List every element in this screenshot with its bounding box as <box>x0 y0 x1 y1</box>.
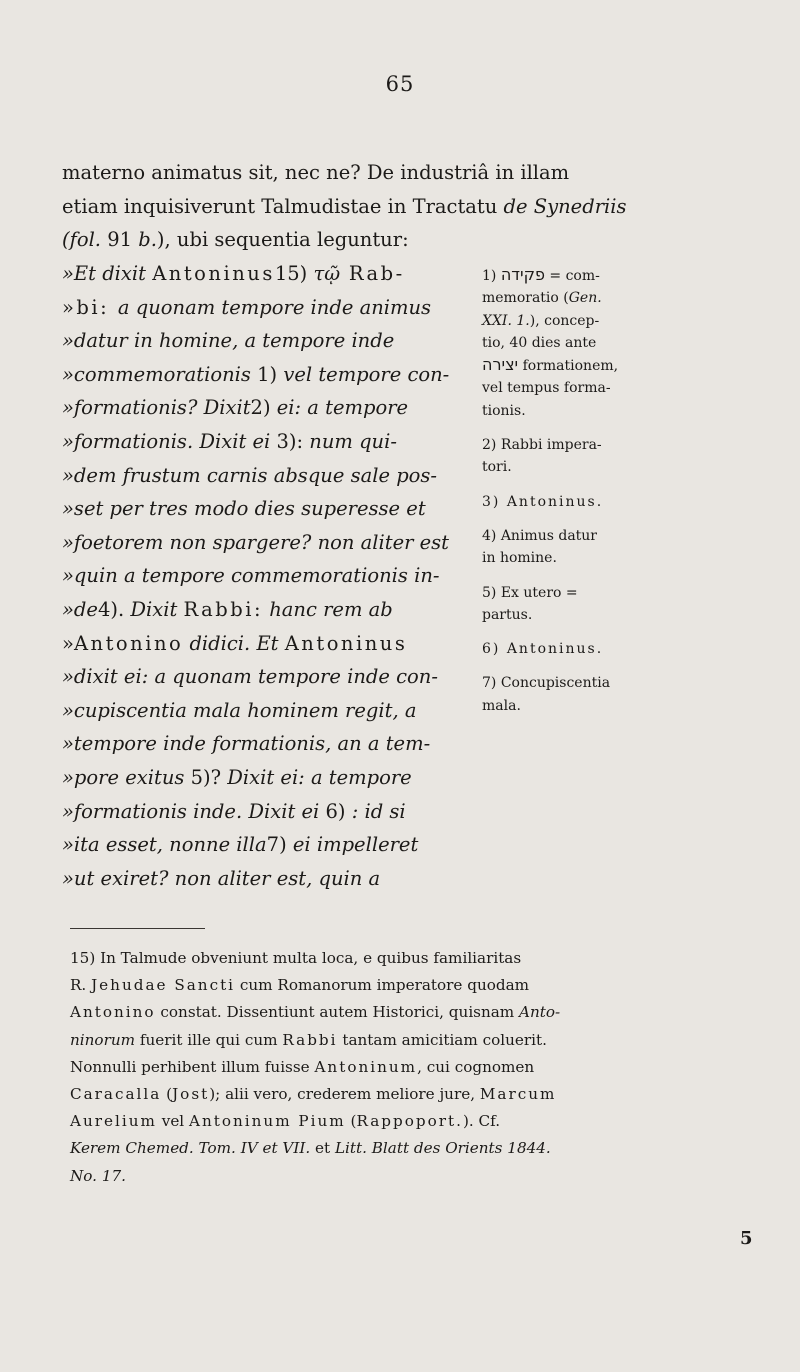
quote-line <box>62 358 472 392</box>
note-line: 7) Concupiscentia <box>482 675 611 692</box>
note-line <box>482 264 757 287</box>
note-line: mala. <box>482 697 521 714</box>
quote-line <box>62 257 472 291</box>
quote-text: »Et dixit <box>62 262 153 285</box>
intro-line <box>62 190 752 224</box>
intro-line: materno animatus sit, nec ne? De industriâ in illam <box>62 161 570 184</box>
note-line: vel tempus forma- <box>482 380 611 397</box>
note-ref: 4). <box>97 597 125 621</box>
footnote-text: fuerit ille qui cum <box>135 1030 283 1049</box>
quote-line: »ut exiret? non aliter est, quin a <box>62 866 381 890</box>
note-number: 1) <box>482 268 501 284</box>
note-ref: 6) <box>325 799 346 823</box>
name-rabbi: Rabbi <box>282 1030 338 1049</box>
quote-text: ei impelleret <box>286 833 419 857</box>
quote-line <box>62 291 472 325</box>
name-jost: Jost <box>172 1085 210 1104</box>
quote-line: »quin a tempore commemorationis in- <box>62 564 440 588</box>
note-text: memoratio ( <box>482 290 569 307</box>
quote-line <box>62 391 472 425</box>
note-line: partus. <box>482 606 533 623</box>
footnote-line <box>70 1054 760 1081</box>
footnote-text: ). Cf. <box>462 1112 501 1131</box>
name-antoninus: Antoninus <box>284 631 408 655</box>
name-antoninus: Antonino <box>73 631 184 655</box>
note-text: formationem, <box>518 358 619 375</box>
footnote-text: ( <box>161 1085 173 1104</box>
intro-line <box>62 223 752 257</box>
quote-line: »tempore inde formationis, an a tem- <box>62 732 431 756</box>
note-line <box>482 354 757 377</box>
margin-notes <box>482 264 757 717</box>
quote-line: »dem frustum carnis absque sale pos- <box>62 463 438 487</box>
name-marcum: Marcum <box>479 1085 557 1104</box>
note-ref: 1) <box>257 362 278 386</box>
name-rabbi: Rabbi: <box>183 597 264 621</box>
quote-text: Dixit ei: a tempore <box>221 765 412 789</box>
name-antoninum: Antoninum <box>314 1057 418 1076</box>
note-line: tionis. <box>482 402 526 419</box>
verse-ref: XXI. 1. <box>482 312 530 329</box>
footnote-divider <box>70 928 205 929</box>
note-line: tori. <box>482 459 512 476</box>
quote-text: didici. Et <box>183 631 285 655</box>
name-antoninus: Antoninus <box>152 262 275 285</box>
footnote-italic: Litt. Blatt <box>334 1139 410 1158</box>
note-line: 2) Rabbi impera- <box>482 437 602 454</box>
name-rappoport: Rappoport. <box>356 1112 463 1131</box>
note-line: 5) Ex utero = <box>482 584 578 601</box>
quote-text: »formationis. Dixit ei <box>62 429 271 453</box>
footnote-text: vel <box>156 1112 189 1131</box>
footnote-15 <box>70 945 760 1190</box>
quote-line <box>62 425 472 459</box>
footnote-text: Nonnulli perhibent illum fuisse <box>70 1057 315 1076</box>
footnote-text: , cui cognomen <box>417 1057 535 1076</box>
book-ref: Gen. <box>568 290 602 307</box>
footnote-text: constat. Dissentiunt autem Historici, quisnam <box>155 1003 520 1022</box>
name-aurelium: Aurelium <box>70 1112 157 1131</box>
note-line <box>482 310 757 332</box>
quote-line <box>62 795 472 829</box>
quote-text: ei: a tempore <box>270 396 409 420</box>
quote-text: »formationis? Dixit <box>62 396 251 420</box>
quote-mark: » <box>62 631 74 655</box>
footnote-text: et <box>310 1139 335 1158</box>
quote-line: »datur in homine, a tempore inde <box>62 329 395 353</box>
greek-article: τῷ <box>313 262 341 285</box>
intro-text: etiam inquisiverunt Talmudistae in Tractatu <box>62 194 504 218</box>
footnote-italic: des Orients 1844. <box>413 1139 551 1158</box>
footnote-text: ); alii vero, crederem meliore jure, <box>209 1085 480 1104</box>
folio-label: (fol. <box>62 228 101 252</box>
name-caracalla: Caracalla <box>70 1085 162 1104</box>
note-text: ), concep- <box>529 312 600 329</box>
footnote-italic: ninorum <box>70 1030 136 1049</box>
quote-column <box>62 257 472 895</box>
quote-text: »ita esset, nonne illa <box>62 833 267 857</box>
footnote-line <box>70 1027 760 1054</box>
quote-line <box>62 627 472 661</box>
quote-line <box>62 828 472 862</box>
note-line: tio, 40 dies ante <box>482 334 597 351</box>
footnote-text: ( <box>345 1112 357 1131</box>
quote-line: »foetorem non spargere? non aliter est <box>62 530 450 554</box>
footnote-italic: Kerem Chemed. Tom. IV et VII. <box>70 1139 311 1158</box>
folio-side: b. <box>138 228 157 252</box>
note-ref: 5)? <box>190 765 222 789</box>
name-jehudae: Jehudae Sancti <box>91 976 236 995</box>
footnote-line <box>70 972 760 999</box>
quote-text: »formationis inde. Dixit ei <box>62 799 326 823</box>
footnote-text: cum Romanorum imperatore quodam <box>235 976 530 995</box>
quote-text: vel tempore con- <box>277 362 450 386</box>
quote-line <box>62 593 472 627</box>
footnote-line: 15) In Talmude obveniunt multa loca, e quibus familiaritas <box>70 949 522 967</box>
hebrew-word: פקידה <box>500 265 545 284</box>
page-number: 65 <box>385 72 415 96</box>
footnote-italic: Anto- <box>519 1003 561 1022</box>
quote-text: »pore exitus <box>62 765 191 789</box>
quote-text: : id si <box>345 799 406 823</box>
quote-line: »dixit ei: a quonam tempore inde con- <box>62 665 438 689</box>
note-line: 3) Antoninus. <box>482 493 604 510</box>
note-ref: 2) <box>250 396 271 420</box>
note-ref: 7) <box>266 833 287 857</box>
note-line: 6) Antoninus. <box>482 641 604 658</box>
footnote-line: No. 17. <box>70 1166 126 1185</box>
footnote-line <box>70 1081 760 1108</box>
note-line: in homine. <box>482 550 557 567</box>
quote-text: Dixit <box>124 597 184 621</box>
footnote-ref: 15) <box>274 262 314 285</box>
name-antonino: Antonino <box>70 1003 156 1022</box>
quote-text: num qui- <box>303 429 397 453</box>
footnote-line <box>70 999 760 1026</box>
quote-text: a quonam tempore inde animus <box>117 295 432 319</box>
note-ref: 3): <box>270 429 304 453</box>
quote-line <box>62 761 472 795</box>
quote-line: »set per tres modo dies superesse et <box>62 497 426 521</box>
quote-text: »de <box>62 597 98 621</box>
quote-line: »cupiscentia mala hominem regit, a <box>62 698 417 722</box>
note-line <box>482 287 757 309</box>
tractate-title: de Synedriis <box>503 194 627 218</box>
footnote-line <box>70 1108 760 1135</box>
hebrew-word: יצירה <box>482 355 519 375</box>
name-antoninum-pium: Antoninum Pium <box>189 1112 346 1131</box>
quote-text: hanc rem ab <box>263 597 393 621</box>
footnote-text: tantam amicitiam coluerit. <box>337 1030 547 1049</box>
name-rabbi: »bi: <box>62 295 118 319</box>
intro-text: ), ubi sequentia leguntur: <box>156 228 409 252</box>
name-rabbi: Rab- <box>340 262 405 285</box>
footnote-text: R. <box>70 976 92 995</box>
note-line: 4) Animus datur <box>482 527 597 544</box>
quote-text: »commemorationis <box>62 362 258 386</box>
note-text: = com- <box>544 268 600 284</box>
intro-paragraph <box>62 156 752 257</box>
folio-number: 91 <box>101 228 139 252</box>
footnote-line <box>70 1135 760 1162</box>
signature-mark: 5 <box>740 1228 753 1249</box>
